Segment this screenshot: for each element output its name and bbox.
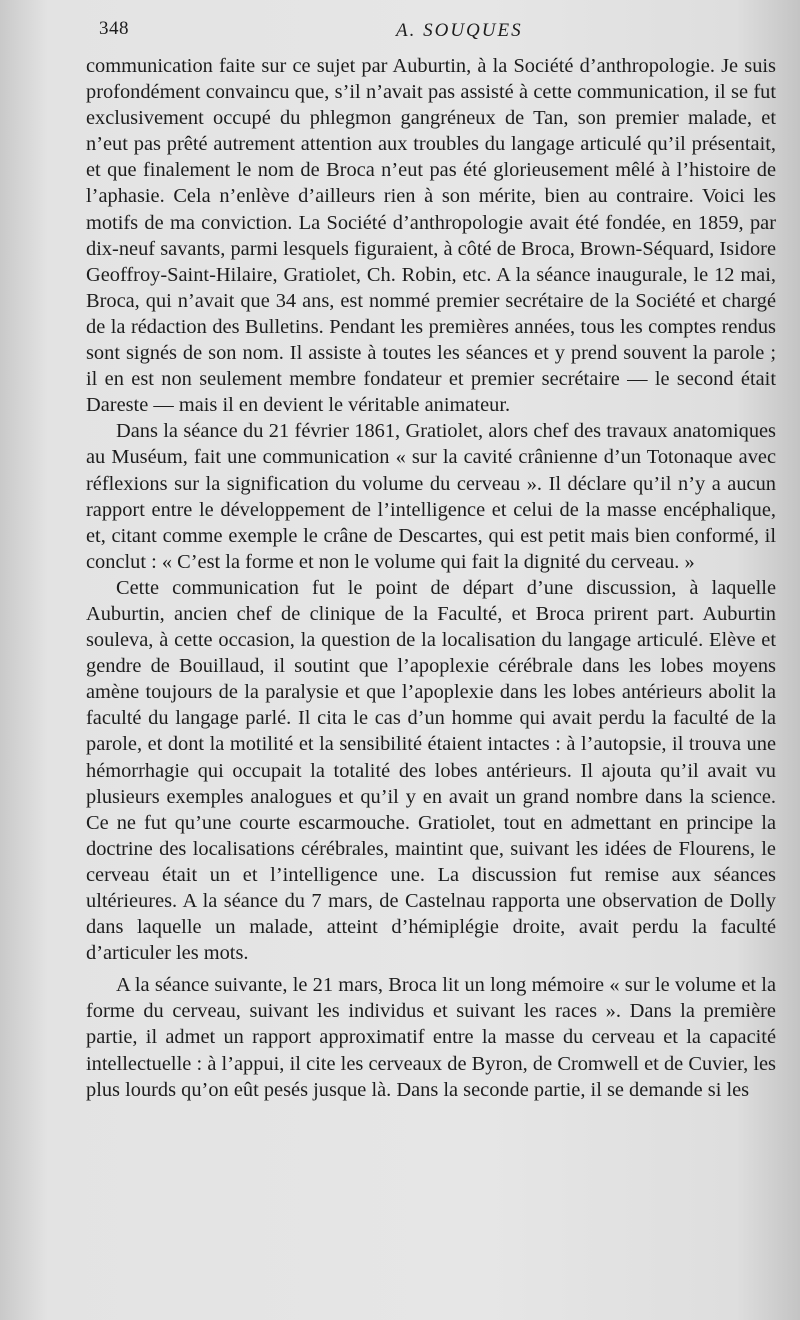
body-text — [86, 53, 776, 1103]
page-header — [0, 18, 800, 48]
paragraph: Cette communication fut le point de départ d’une discussion, à laquelle Auburtin, ancien chef de clinique de la Faculté, et Broca prirent part. Auburtin souleva, à cette occasion, la question de la localisation du langage articulé. Elève et gendre de Bouillaud, il soutint que l’apoplexie cérébrale dans les lobes moyens amène toujours de la paralysie et que l’apoplexie dans les lobes antérieurs abolit la faculté du langage parlé. Il cita le cas d’un homme qui avait perdu la faculté de la parole, et dont la motilité et la sensibilité étaient intactes : à l’autopsie, il trouva une hémorrhagie qui occupait la totalité des lobes antérieurs. Il ajouta qu’il avait vu plusieurs exemples analogues et qu’il y en avait un grand nombre dans la science. Ce ne fut qu’une courte escarmouche. Gratiolet, tout en admettant en principe la doctrine des localisations cérébrales, maintint que, suivant les idées de Flourens, le cerveau était un et l’intelligence une. La discussion fut remise aux séances ultérieures. A la séance du 7 mars, de Castelnau rapporta une observation de Dolly dans laquelle un malade, atteint d’hémiplégie droite, avait perdu la faculté d’articuler les mots. — [86, 576, 776, 965]
page-number: 348 — [99, 18, 129, 39]
paragraph: communication faite sur ce sujet par Auburtin, à la Société d’anthropologie. Je suis profondément convaincu que, s’il n’avait pas assisté à cette communication, il se fut exclusivement occupé du phlegmon gangréneux de Tan, son premier malade, et n’eut pas prêté autrement attention aux troubles du langage articulé qu’il présentait, et que finalement le nom de Broca n’eut pas été glorieusement mêlé à l’histoire de l’aphasie. Cela n’enlève d’ailleurs rien à son mérite, bien au contraire. Voici les motifs de ma conviction. La Société d’anthropologie avait été fondée, en 1859, par dix-neuf savants, parmi lesquels figuraient, à côté de Broca, Brown-Séquard, Isidore Geoffroy-Saint-Hilaire, Gratiolet, Ch. Robin, etc. A la séance inaugurale, le 12 mai, Broca, qui n’avait que 34 ans, est nommé premier secrétaire de la Société et chargé de la rédaction des Bulletins. Pendant les premières années, tous les comptes rendus sont signés de son nom. Il assiste à toutes les séances et y prend souvent la parole ; il en est non seulement membre fondateur et premier secrétaire — le second était Dareste — mais il en devient le véritable animateur. — [86, 55, 776, 417]
running-head: A. SOUQUES — [396, 20, 523, 41]
paragraph: Dans la séance du 21 février 1861, Gratiolet, alors chef des travaux anatomiques au Muséum, fait une communication « sur la cavité crânienne d’un Totonaque avec réflexions sur la signification du volume du cerveau ». Il déclare qu’il n’y a aucun rapport entre le développement de l’intelligence et celui de la masse encéphalique, et, citant comme exemple le crâne de Descartes, qui est petit mais bien conformé, il conclut : « C’est la forme et non le volume qui fait la dignité du cerveau. » — [86, 420, 776, 573]
paragraph: A la séance suivante, le 21 mars, Broca lit un long mémoire « sur le volume et la forme du cerveau, suivant les individus et suivant les races ». Dans la première partie, il admet un rapport approximatif entre la masse du cerveau et la capacité intellectuelle : à l’appui, il cite les cerveaux de Byron, de Cromwell et de Cuvier, les plus lourds qu’on eût pesés jusque là. Dans la seconde partie, il se demande si les — [86, 974, 776, 1101]
